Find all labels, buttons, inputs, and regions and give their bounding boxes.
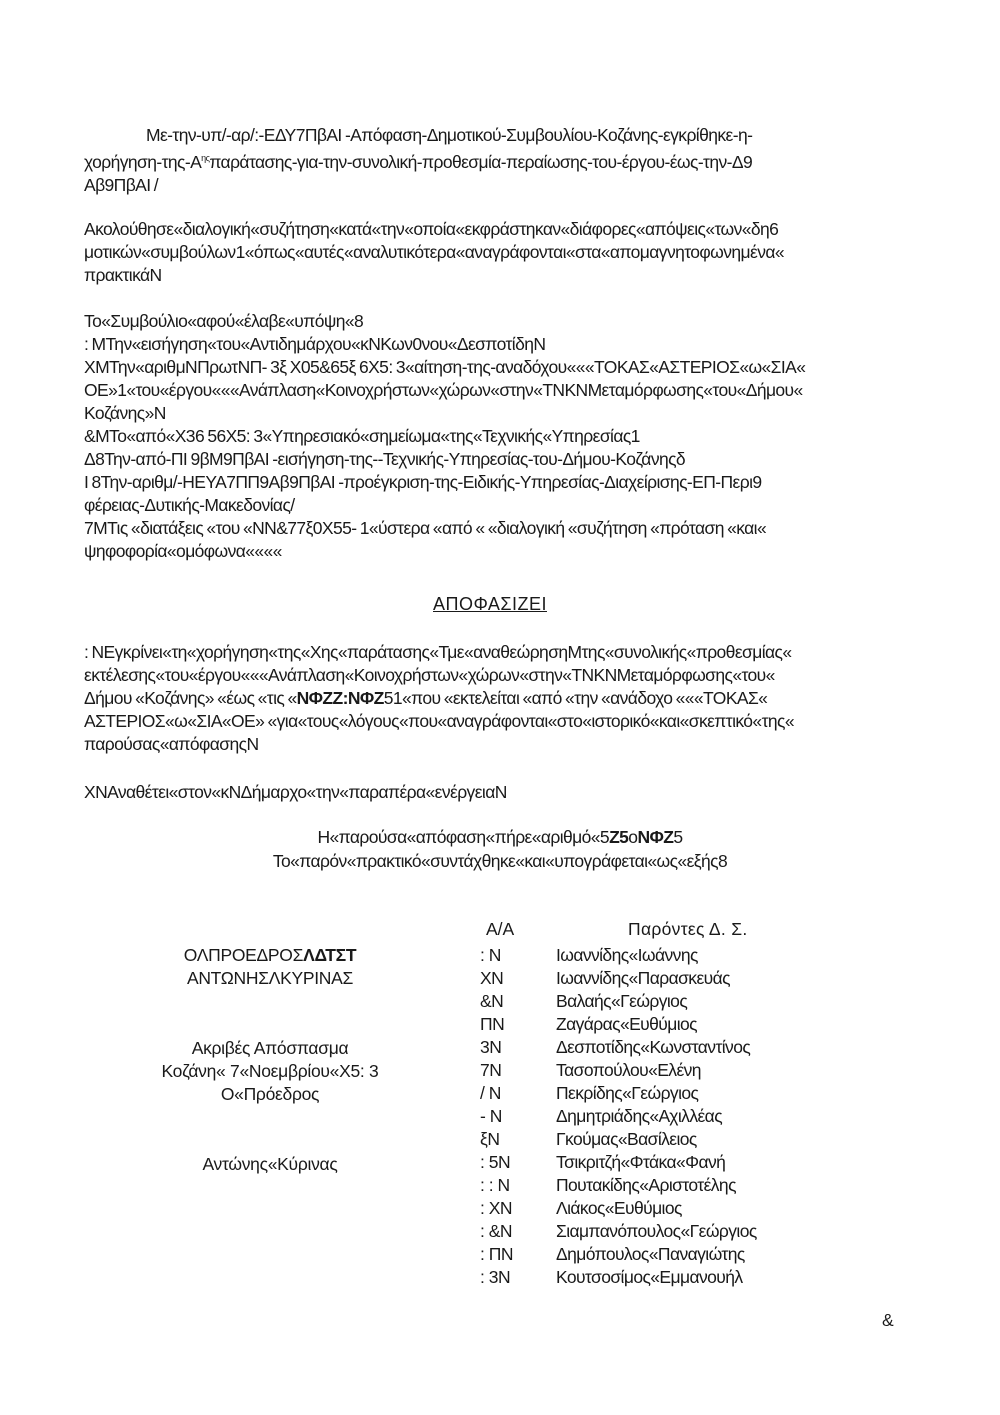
attendee-number: ΠΝ xyxy=(480,1014,505,1034)
decision-number-line xyxy=(0,826,1000,849)
attendee-row xyxy=(478,1243,757,1266)
consideration-item: ψηφοφορία«ομόφωνα«««« xyxy=(84,541,282,561)
attendee-number: : 3Ν xyxy=(480,1267,511,1287)
attendee-row xyxy=(478,1105,757,1128)
intro-line-2-end: παράτασης-για-την-συνολική-προθεσμία-περαίωσης-του-έργου-έως-την-Δ9 xyxy=(209,151,753,172)
discussion-line-2: μοτικών«συμβούλων1«όπως«αυτές«αναλυτικότερα«αναγράφονται«στα«απομαγνητοφωνημένα« xyxy=(84,242,785,262)
attendee-row xyxy=(478,990,757,1013)
attendee-name: Τσικριτζή«Φτάκα«Φανή xyxy=(556,1152,726,1172)
attendee-row xyxy=(478,1151,757,1174)
intro-paragraph xyxy=(84,124,920,197)
attendee-number: 3Ν xyxy=(480,1037,502,1057)
attendee-number: : : Ν xyxy=(480,1175,510,1195)
discussion-line-3: πρακτικάΝ xyxy=(84,265,162,285)
attendee-row xyxy=(478,1013,757,1036)
attendee-row xyxy=(478,1197,757,1220)
decision-number-bold: Ζ5 xyxy=(609,827,629,847)
attendee-row xyxy=(478,1036,757,1059)
consideration-item: ΧΜΤην«αριθμΝΠρωτΝΠ- 3ξ Χ05&65ξ 6Χ5: 3«αίτηση-της-αναδόχου«««ΤΟΚΑΣ«ΑΣΤΕΡΙΟΣ«ω«ΣΙΑ« xyxy=(84,357,806,377)
consideration-item: Ι 8Την-αριθμ/-ΗΕΥΑ7ΠΠ9Αβ9ΠβΑΙ -προέγκριση-της-Ειδικής-Υπηρεσίας-Διαχείρισης-ΕΠ-Περι9 xyxy=(84,472,762,492)
attendee-name: Κουτσοσίμος«Εμμανουήλ xyxy=(556,1267,743,1287)
consideration-item: φέρειας-Δυτικής-Μακεδονίας/ xyxy=(84,495,295,515)
signing-statement: Το«παρόν«πρακτικό«συντάχθηκε«και«υπογράφεται«ως«εξής8 xyxy=(272,851,728,871)
president-title-bold: ΛΔΤΣΤ xyxy=(303,945,357,965)
decision-item-1 xyxy=(84,641,920,756)
exact-copy-label: Ακριβές Απόσπασμα xyxy=(191,1038,349,1058)
attendee-row xyxy=(478,944,757,967)
consideration-item: : ΜΤην«εισήγηση«του«Αντιδημάρχου«κΝΚων0νου«ΔεσποτίδηΝ xyxy=(84,334,546,354)
intro-line-2 xyxy=(84,147,920,174)
attendee-number: - Ν xyxy=(480,1106,502,1126)
attendee-name: Πεκρίδης«Γεώργιος xyxy=(556,1083,699,1103)
president-title-text: ΟΛΠΡΟΕΔΡΟΣ xyxy=(183,945,304,965)
decision-heading: ΑΠΟΦΑΣΙΖΕΙ xyxy=(433,594,547,614)
attendee-name: Λιάκος«Ευθύμιος xyxy=(556,1198,682,1218)
attendee-row xyxy=(478,1082,757,1105)
decision-line-3-end: 51«που «εκτελείται «από «την «ανάδοχο «««ΤΟΚΑΣ« xyxy=(383,688,768,708)
discussion-paragraph xyxy=(84,218,920,287)
considerations-intro: Το«Συμβούλιο«αφού«έλαβε«υπόψη«8 xyxy=(84,311,364,331)
decision-line: : ΝΕγκρίνει«τη«χορήγηση«της«Χης«παράτασης«Τμε«αναθεώρησηΜτης«συνολικής«προθεσμίας« xyxy=(84,642,792,662)
consideration-item: Δ8Την-από-ΠΙ 9βΜ9ΠβΑΙ -εισήγηση-της--Τεχνικής-Υπηρεσίας-του-Δήμου-Κοζάνηςδ xyxy=(84,449,686,469)
attendee-name: Σιαμπανόπουλος«Γεώργιος xyxy=(556,1221,757,1241)
discussion-line-1: Ακολούθησε«διαλογική«συζήτηση«κατά«την«οποία«εκφράστηκαν«διάφορες«απόψεις«των«δη6 xyxy=(84,219,779,239)
attendee-number: : ΠΝ xyxy=(480,1244,513,1264)
attendee-number: ΧΝ xyxy=(480,968,504,988)
president-title xyxy=(120,944,420,967)
attendee-number: / Ν xyxy=(480,1083,501,1103)
decision-item-2: ΧΝΑναθέτει«στον«κΝΔήμαρχο«την«παραπέρα«ενέργειαΝ xyxy=(84,782,507,802)
attendee-name: Βαλαής«Γεώργιος xyxy=(556,991,688,1011)
attendee-number: : ΧΝ xyxy=(480,1198,513,1218)
page-number: & xyxy=(882,1310,894,1330)
decision-line: παρούσας«απόφασηςΝ xyxy=(84,734,259,754)
attendee-number: ξΝ xyxy=(480,1129,500,1149)
president-role: Ο«Πρόεδρος xyxy=(220,1084,320,1104)
intro-line-2-start: χορήγηση-της-Α xyxy=(84,151,202,172)
decision-line: εκτέλεσης«του«έργου«««Ανάπλαση«Κοινοχρήστων«χώρων«στην«ΤΝΚΝΜεταμόρφωσης«του« xyxy=(84,665,775,685)
place-date: Κοζάνη« 7«Νοεμβρίου«Χ5: 3 xyxy=(161,1061,379,1081)
decision-number-mid: ο xyxy=(628,827,638,847)
attendee-name: Ιωαννίδης«Παρασκευάς xyxy=(556,968,730,988)
intro-line-3: Αβ9ΠβΑΙ / xyxy=(84,174,159,195)
consideration-item: &ΜΤο«από«Χ36 56Χ5: 3«Υπηρεσιακό«σημείωμα«της«Τεχνικής«Υπηρεσίας1 xyxy=(84,426,640,446)
decision-year-bold: ΝΦΖ xyxy=(637,827,674,847)
attendee-number: : &Ν xyxy=(480,1221,513,1241)
attendees-list xyxy=(478,944,757,1289)
attendee-row xyxy=(478,967,757,990)
decision-number-text: Η«παρούσα«απόφαση«πήρε«αριθμό«5 xyxy=(317,827,610,847)
attendee-name: Δημόπουλος«Παναγιώτης xyxy=(556,1244,745,1264)
attendee-number: 7Ν xyxy=(480,1060,502,1080)
attendee-row xyxy=(478,1059,757,1082)
attendee-number: &Ν xyxy=(480,991,504,1011)
attendee-number: : Ν xyxy=(480,945,501,965)
consideration-item: Κοζάνης»Ν xyxy=(84,403,166,423)
attendee-name: Δημητριάδης«Αχιλλέας xyxy=(556,1106,723,1126)
attendees-header-number: Α/Α xyxy=(486,919,515,939)
decision-number-end: 5 xyxy=(673,827,683,847)
ordinal-superscript: ης xyxy=(201,153,210,163)
considerations-list xyxy=(84,310,920,563)
attendee-row xyxy=(478,1266,757,1289)
attendee-number: : 5Ν xyxy=(480,1152,511,1172)
consideration-item: 7ΜΤις «διατάξεις «του «ΝΝ&77ξ0Χ55- 1«ύστερα «από « «διαλογική «συζήτηση «πρόταση «και« xyxy=(84,518,767,538)
attendee-name: Δεσποτίδης«Κωνσταντίνος xyxy=(556,1037,751,1057)
signer-name: Αντώνης«Κύρινας xyxy=(202,1154,338,1174)
attendee-row xyxy=(478,1174,757,1197)
attendee-name: Γκούμας«Βασίλειος xyxy=(556,1129,697,1149)
deadline-date: ΝΦΖΖ:ΝΦΖ xyxy=(296,688,384,708)
attendee-name: Ιωαννίδης«Ιωάννης xyxy=(556,945,698,965)
attendee-name: Πουτακίδης«Αριστοτέλης xyxy=(556,1175,736,1195)
attendee-name: Τασοπούλου«Ελένη xyxy=(556,1060,701,1080)
attendee-row xyxy=(478,1128,757,1151)
decision-line: ΑΣΤΕΡΙΟΣ«ω«ΣΙΑ«ΟΕ» «για«τους«λόγους«που«αναγράφονται«στο«ιστορικό«και«σκεπτικό«της« xyxy=(84,711,794,731)
attendee-name: Ζαγάρας«Ευθύμιος xyxy=(556,1014,697,1034)
intro-line-1: Με-την-υπ/-αρ/:-ΕΔΥ7ΠβΑΙ -Απόφαση-Δημοτικού-Συμβουλίου-Κοζάνης-εγκρίθηκε-η- xyxy=(146,125,753,145)
president-name: ΑΝΤΩΝΗΣΛΚΥΡΙΝΑΣ xyxy=(186,968,354,988)
consideration-item: ΟΕ»1«του«έργου«««Ανάπλαση«Κοινοχρήστων«χώρων«στην«ΤΝΚΝΜεταμόρφωσης«του«Δήμου« xyxy=(84,380,803,400)
decision-line-3-start: Δήμου «Κοζάνης» «έως «τις « xyxy=(84,688,297,708)
decision-line xyxy=(84,687,920,710)
attendee-row xyxy=(478,1220,757,1243)
attendees-header-title: Παρόντες Δ. Σ. xyxy=(628,919,748,939)
